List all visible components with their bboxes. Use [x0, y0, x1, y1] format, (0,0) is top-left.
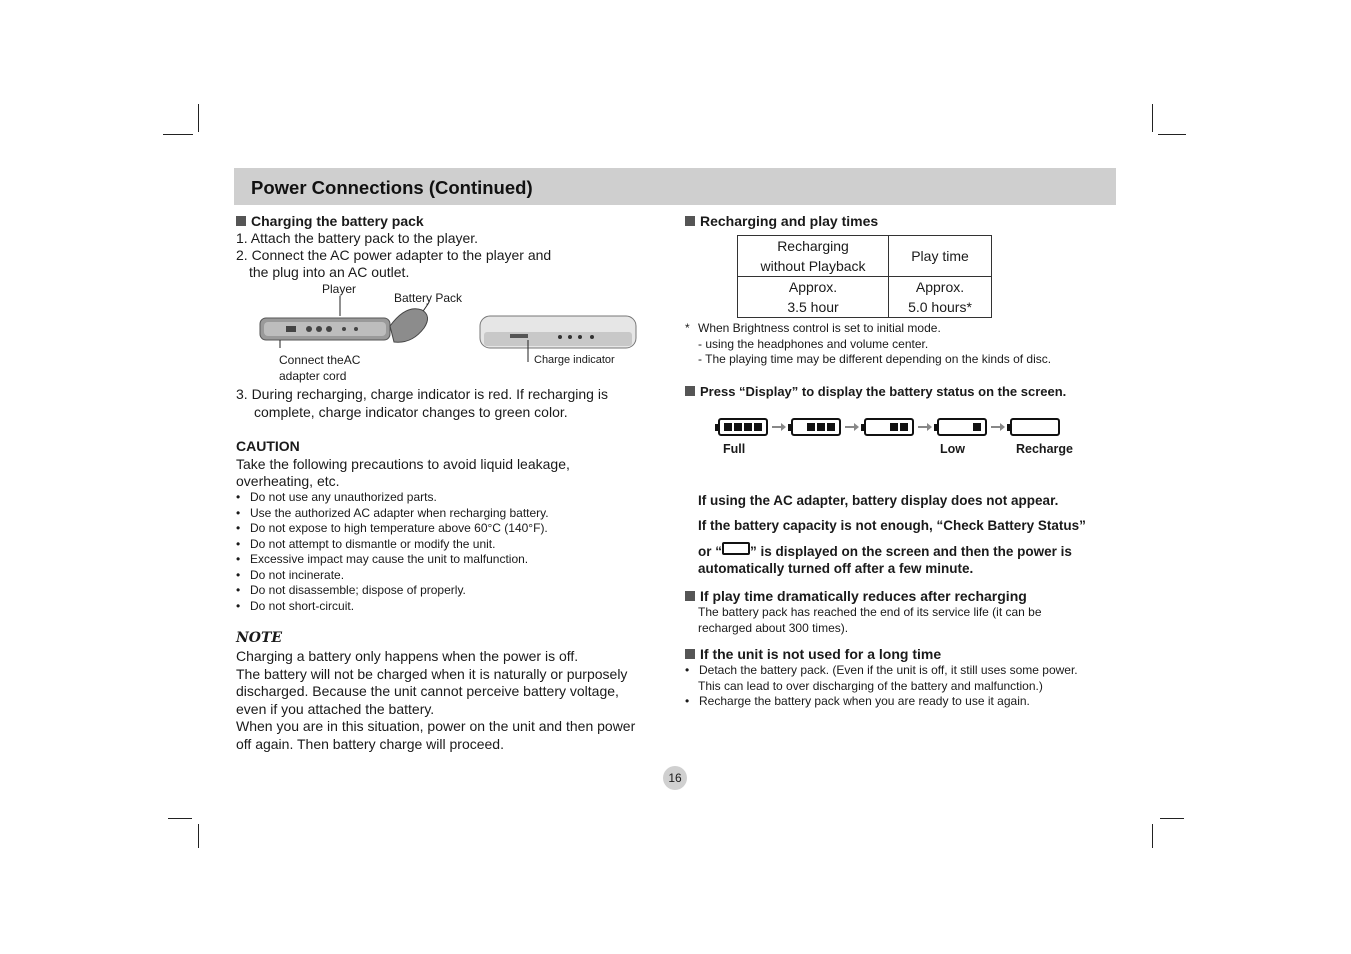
charging-heading: Charging the battery pack	[236, 213, 424, 229]
connect-ac-label-2: adapter cord	[279, 369, 347, 383]
note-line: discharged. Because the unit cannot perceive battery voltage,	[236, 683, 619, 699]
table-cell-recharge-time: Approx. 3.5 hour	[738, 277, 889, 318]
list-item: • Do not expose to high temperature above 60°C (140°F).	[236, 521, 549, 537]
table-cell-play-time: Approx. 5.0 hours*	[889, 277, 992, 318]
crop-mark	[1160, 818, 1184, 819]
playtime-heading: If play time dramatically reduces after recharging	[685, 588, 1027, 604]
table-header-play-time: Play time	[889, 236, 992, 277]
crop-mark	[1152, 824, 1153, 848]
footnote-line-2: - using the headphones and volume center.	[698, 337, 929, 351]
list-item: • Use the authorized AC adapter when recharging battery.	[236, 506, 549, 522]
recharging-heading: Recharging and play times	[685, 213, 878, 229]
display-heading: Press “Display” to display the battery status on the screen.	[685, 384, 1066, 399]
crop-mark	[163, 134, 193, 135]
charging-step-3-cont: complete, charge indicator changes to green color.	[254, 404, 568, 420]
longtime-heading: If the unit is not used for a long time	[685, 646, 941, 662]
ac-adapter-note: If using the AC adapter, battery display does not appear.	[698, 493, 1059, 508]
page-number: 16	[663, 766, 687, 790]
footnote-star: *	[685, 321, 690, 335]
caution-heading: CAUTION	[236, 438, 300, 454]
caution-list	[236, 490, 549, 614]
capacity-note-1: If the battery capacity is not enough, “Check Battery Status”	[698, 518, 1086, 533]
charge-indicator-label: Charge indicator	[534, 354, 615, 366]
square-bullet-icon	[685, 386, 695, 396]
list-item: • Recharge the battery pack when you are ready to use it again.	[685, 694, 1078, 710]
square-bullet-icon	[685, 216, 695, 226]
battery-three-quarter-icon	[791, 418, 841, 436]
list-item: • Detach the battery pack. (Even if the unit is off, it still uses some power.	[685, 663, 1078, 679]
arrow-right-icon	[845, 426, 855, 428]
battery-pack-label: Battery Pack	[394, 291, 463, 305]
play-time-table	[737, 235, 992, 318]
battery-label-recharge: Recharge	[1016, 442, 1073, 456]
arrow-right-icon	[918, 426, 928, 428]
arrow-right-icon	[772, 426, 782, 428]
note-line: The battery will not be charged when it is naturally or purposely	[236, 665, 628, 682]
note-line: off again. Then battery charge will proceed.	[236, 735, 504, 752]
note-line: Charging a battery only happens when the power is off.	[236, 648, 579, 664]
charging-step-2-cont: the plug into an AC outlet.	[249, 264, 410, 280]
crop-mark	[198, 104, 199, 132]
note-line: even if you attached the battery.	[236, 700, 435, 717]
charging-step-1: 1. Attach the battery pack to the player.	[236, 230, 479, 246]
connect-ac-label-1: Connect theAC	[279, 353, 361, 367]
section-header	[234, 168, 1116, 205]
battery-half-icon	[864, 418, 914, 436]
note-line: When you are in this situation, power on the unit and then power	[236, 718, 636, 734]
charging-step-3: 3. During recharging, charge indicator is red. If recharging is	[236, 386, 608, 402]
list-item: • Do not disassemble; dispose of properly.	[236, 583, 549, 599]
crop-mark	[1152, 104, 1153, 132]
player-with-battery-illustration	[256, 294, 432, 354]
list-item-cont: This can lead to over discharging of the battery and malfunction.)	[698, 678, 1043, 693]
battery-empty-icon	[722, 542, 750, 555]
charging-step-2: 2. Connect the AC power adapter to the player and	[236, 247, 552, 263]
battery-empty-icon	[1010, 418, 1060, 436]
playtime-line-1: The battery pack has reached the end of its service life (it can be	[698, 605, 1042, 619]
crop-mark	[1158, 134, 1186, 135]
caution-intro-2: overheating, etc.	[236, 473, 340, 489]
capacity-note-3: automatically turned off after a few minute.	[698, 561, 974, 576]
battery-low-icon	[937, 418, 987, 436]
note-heading: NOTE	[236, 630, 283, 646]
battery-label-full: Full	[723, 442, 746, 456]
caution-intro-1: Take the following precautions to avoid liquid leakage,	[236, 456, 570, 472]
battery-full-icon	[718, 418, 768, 436]
longtime-list	[685, 663, 1078, 710]
page-title: Power Connections (Continued)	[251, 177, 533, 198]
list-item: • Do not short-circuit.	[236, 599, 549, 615]
crop-mark	[168, 818, 192, 819]
list-item: • Do not attempt to dismantle or modify the unit.	[236, 537, 549, 553]
square-bullet-icon	[685, 591, 695, 601]
capacity-note-2: or “ ” is displayed on the screen and then the power is	[698, 544, 1072, 559]
list-item: • Excessive impact may cause the unit to malfunction.	[236, 552, 549, 568]
player-label: Player	[322, 282, 357, 296]
footnote-line-3: - The playing time may be different depending on the kinds of disc.	[698, 352, 1052, 366]
square-bullet-icon	[236, 216, 246, 226]
battery-label-low: Low	[940, 442, 965, 456]
table-header-recharging: Recharging without Playback	[738, 236, 889, 277]
footnote-line-1: When Brightness control is set to initial mode.	[698, 321, 941, 335]
square-bullet-icon	[685, 649, 695, 659]
playtime-line-2: recharged about 300 times).	[698, 621, 849, 635]
list-item: • Do not incinerate.	[236, 568, 549, 584]
list-item: • Do not use any unauthorized parts.	[236, 490, 549, 506]
crop-mark	[198, 824, 199, 848]
arrow-right-icon	[991, 426, 1001, 428]
note-body	[236, 648, 635, 753]
